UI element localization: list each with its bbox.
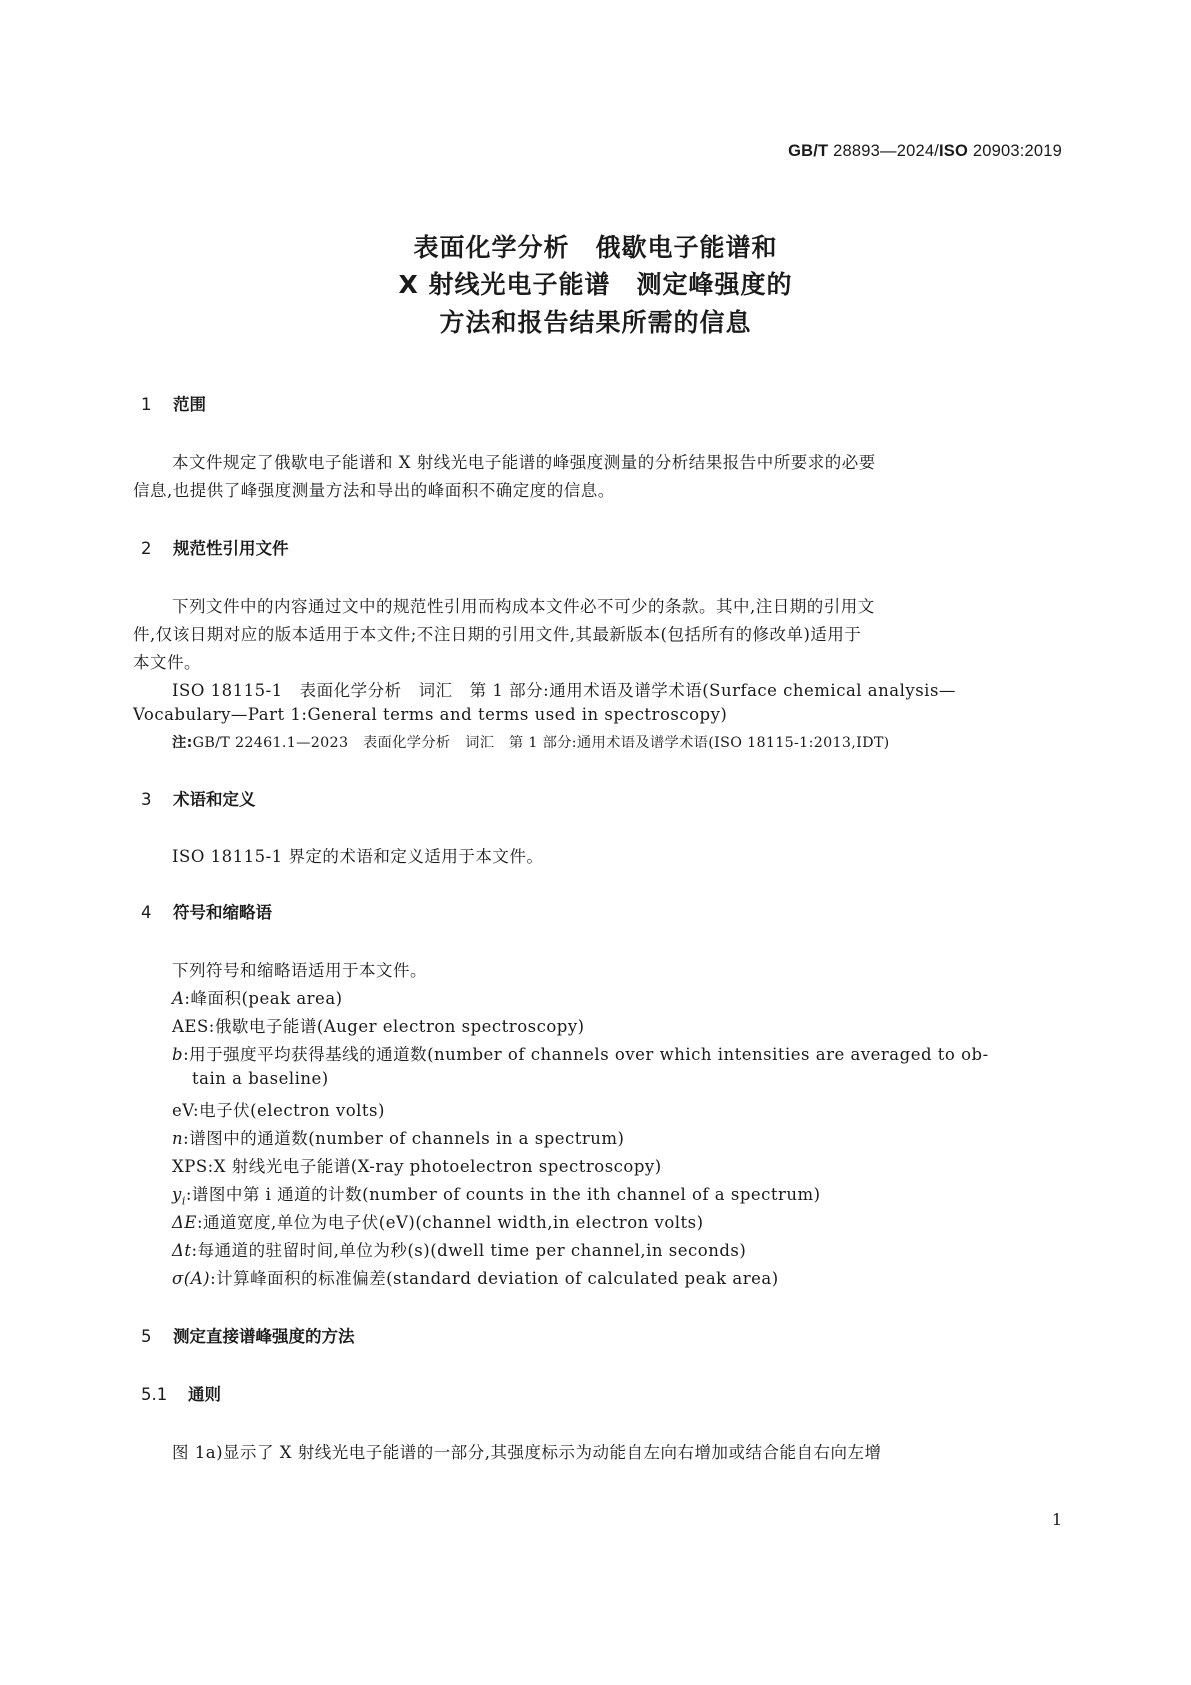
paragraph-line: 下列符号和缩略语适用于本文件。 [172,961,427,980]
note-text: GB/T 22461.1—2023 表面化学分析 词汇 第 1 部分:通用术语及谱学术语(ISO 18115-1:2013,IDT) [192,735,890,751]
title-line-3: 方法和报告结果所需的信息 [439,308,752,337]
symbol-entry [172,1125,625,1149]
section-5-heading [141,1323,355,1347]
section-1-heading [141,391,206,415]
symbol: ΔE [172,1213,197,1232]
symbol: n [172,1129,184,1148]
symbol-definition: :峰面积(peak area) [184,989,343,1008]
paragraph-line: 信息,也提供了峰强度测量方法和导出的峰面积不确定度的信息。 [133,481,615,500]
symbol-entry [172,1013,585,1037]
standard-code-header [788,142,1062,161]
section-title: 范围 [173,395,206,414]
section-title: 术语和定义 [173,790,256,809]
title-line-1: 表面化学分析 俄歇电子能谱和 [413,233,778,262]
reference-line: ISO 18115-1 表面化学分析 词汇 第 1 部分:通用术语及谱学术语(Surface chemical analysis— [172,681,956,700]
symbol-definition: :谱图中第 i 通道的计数(number of counts in the ith channel of a spectrum) [185,1185,821,1204]
reference-line: Vocabulary—Part 1:General terms and terms used in spectroscopy) [133,705,728,724]
symbol-entry [172,985,343,1009]
subsection-number: 5.1 [141,1385,168,1404]
symbol: XPS [172,1157,208,1176]
note-label: 注: [172,735,193,751]
page-number: 1 [1051,1510,1062,1529]
symbol-definition: :通道宽度,单位为电子伏(eV)(channel width,in electron volts) [196,1213,704,1232]
symbol-definition: tain a baseline) [192,1069,329,1088]
paragraph-line: 本文件规定了俄歇电子能谱和 X 射线光电子能谱的峰强度测量的分析结果报告中所要求的必要 [172,453,876,472]
section-4-heading [141,899,272,923]
symbol-definition: :X 射线光电子能谱(X-ray photoelectron spectroscopy) [207,1157,662,1176]
section-title: 测定直接谱峰强度的方法 [173,1327,355,1346]
section-2-heading [141,535,289,559]
symbol-entry [172,1041,989,1065]
subsection-5-1-heading [141,1381,221,1405]
symbol-entry [172,1237,746,1261]
subsection-title: 通则 [188,1385,221,1404]
symbol-entry [172,1265,779,1289]
symbol: σ(A) [172,1269,211,1288]
symbol: b [172,1045,184,1064]
symbol-entry [172,1181,821,1207]
symbol: AES [172,1017,209,1036]
symbol-definition: :用于强度平均获得基线的通道数(number of channels over which intensities are averaged to ob- [183,1045,989,1064]
paragraph-line: 图 1a)显示了 X 射线光电子能谱的一部分,其强度标示为动能自左向右增加或结合能自右向左增 [172,1443,882,1462]
paragraph-line: 下列文件中的内容通过文中的规范性引用而构成本文件必不可少的条款。其中,注日期的引用文 [172,597,875,616]
std-number-1: 28893—2024/ [828,142,939,160]
std-iso: ISO [939,142,969,160]
std-number-2: 20903:2019 [968,142,1062,160]
section-3-heading [141,786,256,810]
note [172,732,890,752]
paragraph-line: 件,仅该日期对应的版本适用于本文件;不注日期的引用文件,其最新版本(包括所有的修改单)适用于 [133,625,862,644]
symbol-entry-continuation [192,1069,329,1088]
section-number: 5 [141,1327,152,1346]
section-number: 4 [141,903,152,922]
symbol-definition: :谱图中的通道数(number of channels in a spectrum) [183,1129,625,1148]
std-prefix: GB/T [788,142,829,160]
section-title: 符号和缩略语 [173,903,272,922]
symbol-definition: :俄歇电子能谱(Auger electron spectroscopy) [208,1017,585,1036]
symbol-subscript: i [181,1194,186,1208]
paragraph-line: ISO 18115-1 界定的术语和定义适用于本文件。 [172,847,544,866]
symbol-entry [172,1209,704,1233]
symbol-definition: :每通道的驻留时间,单位为秒(s)(dwell time per channel,in seconds) [191,1241,747,1260]
paragraph-line: 本文件。 [133,653,201,672]
symbol-entry [172,1153,662,1177]
section-number: 2 [141,539,152,558]
section-number: 1 [141,395,152,414]
title-line-2: X 射线光电子能谱 测定峰强度的 [398,270,793,299]
symbol: Δt [172,1241,192,1260]
symbol: y [172,1185,182,1204]
symbol: eV [172,1101,194,1120]
section-title: 规范性引用文件 [173,539,289,558]
symbol-definition: :计算峰面积的标准偏差(standard deviation of calculated peak area) [210,1269,779,1288]
symbol-entry [172,1097,385,1121]
symbol-definition: :电子伏(electron volts) [193,1101,385,1120]
symbol: A [172,989,185,1008]
section-number: 3 [141,790,152,809]
